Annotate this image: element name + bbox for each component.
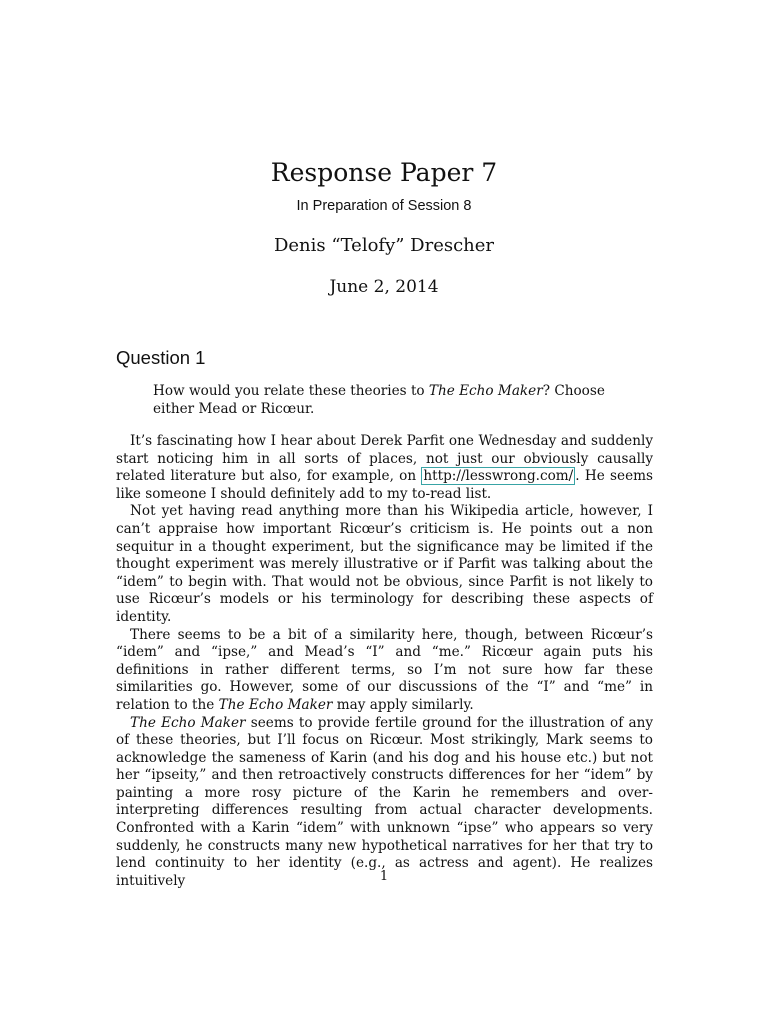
prompt-text-after: ? Choose either Mead or Ricœur. xyxy=(153,383,605,417)
paragraph-1-text-after: . He seems like someone I should definitely add to my to-read list. xyxy=(116,468,653,502)
paper-subtitle: In Preparation of Session 8 xyxy=(296,198,472,214)
page-number: 1 xyxy=(379,869,389,884)
paragraph-3-text-before: There seems to be a bit of a similarity here, though, between Ricœur’s “idem” and “ipse,” and Mead’s “I” and “me.” Ricœur again puts his definitions in rather different terms, so I’m not sure how far these similarities go. However, some of our discussions of the “I” and “me” in relation to the xyxy=(116,626,653,713)
paragraph-2: Not yet having read anything more than his Wikipedia article, however, I can’t appraise how important Ricœur’s criticism is. He points out a non sequitur in a thought experiment, but the significance may be limited if the thought experiment was merely illustrative or if Parfit was talking about the “idem” to begin with. That would not be obvious, since Parfit is not likely to use Ricœur’s models or his terminology for describing these aspects of identity. xyxy=(116,503,653,625)
paragraph-1-text-before: It’s fascinating how I hear about Derek Parfit one Wednesday and suddenly start noticing him in all sorts of places, not just our obviously causally related literature but also, for example, on xyxy=(116,433,653,485)
paragraph-4-book-title: The Echo Maker xyxy=(130,714,246,731)
question-heading: Question 1 xyxy=(116,347,206,368)
lesswrong-link[interactable]: http://lesswrong.com/ xyxy=(423,468,574,485)
paragraph-3-book-title: The Echo Maker xyxy=(218,696,333,713)
paragraph-4 xyxy=(116,715,653,891)
prompt-book-title: The Echo Maker xyxy=(428,383,543,399)
prompt-text-before: How would you relate these theories to xyxy=(153,383,429,399)
paragraph-1 xyxy=(116,433,653,503)
paper-date: June 2, 2014 xyxy=(329,277,439,297)
paragraph-3-text-after: may apply similarly. xyxy=(332,696,474,713)
paragraph-4-text: seems to provide fertile ground for the illustration of any of these theories, but I’ll focus on Ricœur. Most strikingly, Mark seems to acknowledge the sameness of Karin (and his dog and his house etc.) but not her “ipseity,” and then retroactively constructs differences for her “idem” by painting a more rosy picture of the Karin he remembers and over-interpreting differences resulting from actual character developments. Confronted with a Karin “idem” with unknown “ipse” who appears so very suddenly, he constructs many new hypothetical narratives for her that try to lend continuity to her identity (e.g., as actress and agent). He realizes intuitively xyxy=(116,714,654,889)
question-prompt xyxy=(153,383,633,418)
paragraph-3 xyxy=(116,627,653,715)
response-body xyxy=(116,433,653,890)
paper-author: Denis “Telofy” Drescher xyxy=(273,235,495,256)
paper-title: Response Paper 7 xyxy=(270,158,498,187)
